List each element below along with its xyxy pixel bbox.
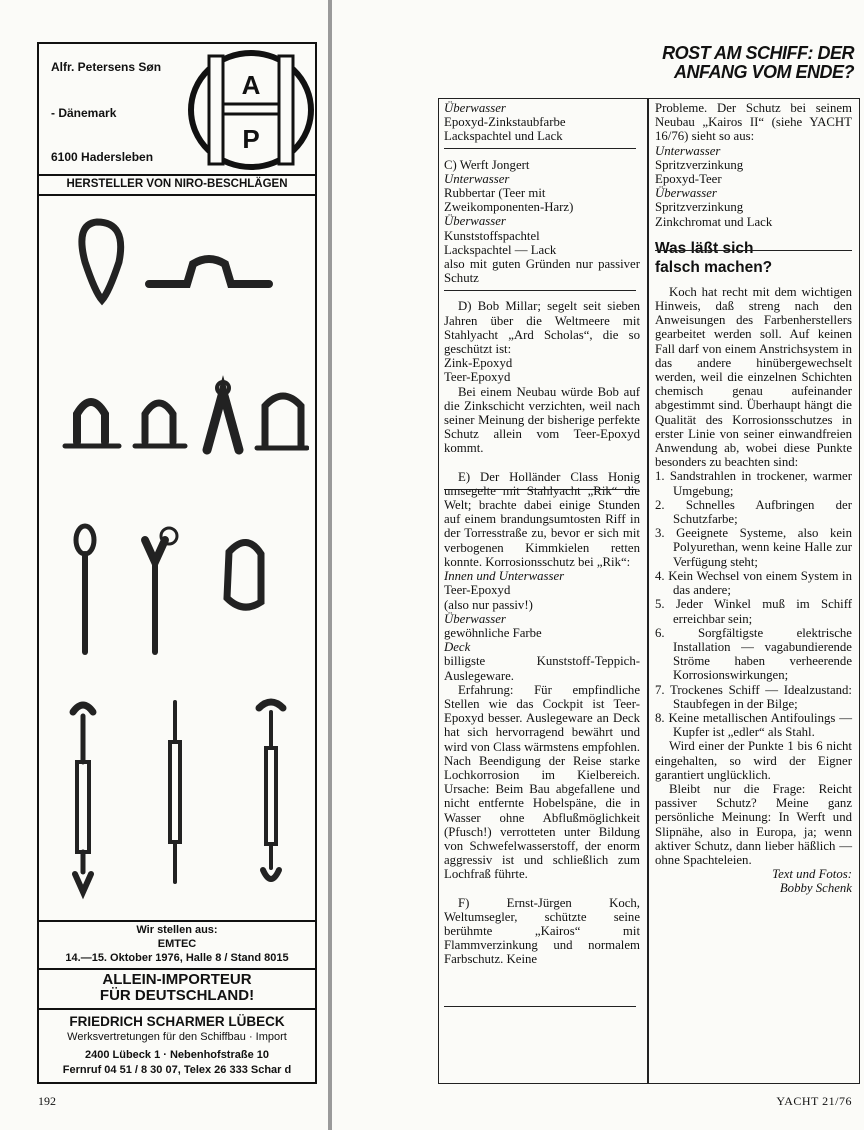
kairos-line: Epoxyd-Teer xyxy=(655,172,722,187)
list-item: 2. Schnelles Aufbringen der Schutzfarbe; xyxy=(655,497,852,527)
e-intro: E) Der Holländer Class Honig umsegelte mit Stahlyacht „Rik“ die Welt; brachte dabei einige Stunden auf einem brandungsumtosten Riff in der Torresstraße zu, bevor er sich mit verbogenen Kimmkielen retten konnte. Korrosionsschutz bei „Rik“: xyxy=(444,469,640,569)
dealer-name: FRIEDRICH SCHARMER LÜBECK xyxy=(69,1014,285,1029)
dealer-address: 2400 Lübeck 1 · Nebenhofstraße 10 xyxy=(84,1049,269,1061)
e-line: Überwasser xyxy=(444,611,506,626)
left-column-text xyxy=(444,101,640,967)
c-line: Rubbertar (Teer mit xyxy=(444,186,546,201)
subheading-line-2: falsch machen? xyxy=(655,258,773,276)
paragraph: Wird einer der Punkte 1 bis 6 nicht eingehalten, so wird der Eigner garantiert unglücklich. xyxy=(655,739,852,782)
paragraph: Bleibt nur die Frage: Reicht passiver Schutz? Meine ganz persönliche Meinung: In Werft und Slipnähe, also in Europa, ja; wenn aktiver Schutz, dann lieber häßlich — ohne Spachteleien. xyxy=(655,781,852,867)
subheading xyxy=(655,239,852,277)
logo-letter-a: A xyxy=(241,70,261,100)
c-line: Überwasser xyxy=(444,214,506,229)
e-text: Erfahrung: Für empfindliche Stellen wie das Cockpit ist Teer-Epoxyd besser. Auslegeware an Deck hat sich hervorragend bewährt und wird von Class wärmstens empfohlen. Nach Beendigung der Reise starke Lochkorrosion im Kielbereich. Ursache: Beim Bau abgefallene und nicht entfernte Hobelspäne, die in Wasser ohne Abflußmöglichkeit (Pfusch!) verrotteten unter Bildung von Schwefelwasserstoff, der enorm aggressiv ist und schließlich zum Lochfraß führte. xyxy=(444,682,640,882)
expo-name: EMTEC xyxy=(157,938,197,950)
e-line: gewöhnliche Farbe xyxy=(444,625,542,640)
b-line: Epoxyd-Zinkstaubfarbe xyxy=(444,115,566,130)
dealer-sub: Werksvertretungen für den Schiffbau · Import xyxy=(67,1031,287,1043)
issue-label: YACHT 21/76 xyxy=(776,1094,852,1108)
thimble-icon xyxy=(82,222,121,300)
list-item: 1. Sandstrahlen in trockener, warmer Umgebung; xyxy=(655,469,852,498)
expo-details: 14.—15. Oktober 1976, Halle 8 / Stand 8015 xyxy=(65,952,289,964)
turnbuckle-icon xyxy=(73,705,93,712)
d-line: Teer-Epoxyd xyxy=(444,370,511,385)
logo-letter-p: P xyxy=(242,124,260,154)
ad-tagline: HERSTELLER VON NIRO-BESCHLÄGEN xyxy=(66,178,288,190)
kairos-line: Überwasser xyxy=(655,186,717,201)
b-overwater: Überwasser xyxy=(444,101,506,115)
subheading-line-1: Was läßt sich xyxy=(655,239,754,257)
shackle-icon xyxy=(77,402,105,442)
list-item: 6. Sorgfältigste elektrische Installation — vagabundierende Ströme haben verheerende Korrosionswirkungen; xyxy=(655,625,852,683)
credit-author: Bobby Schenk xyxy=(779,881,852,896)
twist-shackle-icon xyxy=(207,392,239,450)
swivel-icon xyxy=(227,542,261,607)
list-item: 5. Jeder Winkel muß im Schiff erreichbar sein; xyxy=(655,597,852,626)
d-line: Zink-Epoxyd xyxy=(444,356,513,371)
shackle-icon xyxy=(145,403,173,442)
list-item: 4. Kein Wechsel von einem System in das andere; xyxy=(655,568,852,598)
headline-line-2: ANFANG VOM ENDE? xyxy=(673,62,854,82)
c-line: Lackspachtel — Lack xyxy=(444,242,557,257)
c-line: Unterwasser xyxy=(444,171,510,186)
list-item: 3. Geeignete Systeme, also kein Polyurethan, wenn keine Halle zur Verfügung steht; xyxy=(655,526,852,569)
c-heading: C) Werft Jongert xyxy=(444,157,530,172)
e-deck: billigste Kunststoff-Teppich-Auslegeware. xyxy=(444,654,640,683)
ad-company: Alfr. Petersens Søn xyxy=(51,60,162,74)
e-line: (also nur passiv!) xyxy=(444,597,533,612)
pad-eye-icon xyxy=(149,259,269,284)
c-line: Kunststoffspachtel xyxy=(444,228,540,243)
turnbuckle-icon xyxy=(259,702,283,708)
credit-line: Text und Fotos: xyxy=(772,867,852,882)
expo-intro: Wir stellen aus: xyxy=(136,924,218,936)
kairos-line: Zinkchromat und Lack xyxy=(655,214,773,229)
e-line: Innen und Unterwasser xyxy=(444,569,565,584)
f-text: F) Ernst-Jürgen Koch, Weltumsegler, schützte seine berühmte „Kairos“ mit Flammverzinkung und normalem Farbschutz. Keine xyxy=(444,895,640,967)
ad-city: 6100 Hadersleben xyxy=(51,150,154,164)
kairos-line: Unterwasser xyxy=(655,143,721,158)
e-line: Teer-Epoxyd xyxy=(444,583,511,598)
c-line: also mit guten Gründen nur passiver Schutz xyxy=(444,257,640,286)
dealer-phone: Fernruf 04 51 / 8 30 07, Telex 26 333 Schar d xyxy=(62,1064,292,1076)
article-headline xyxy=(662,44,854,82)
headline-line-1: ROST AM SCHIFF: DER xyxy=(662,43,854,63)
ad-country: - Dänemark xyxy=(51,106,117,120)
page-gutter xyxy=(328,0,332,1130)
e-line: Deck xyxy=(444,640,471,655)
list-item: 8. Keine metallischen Antifoulings — Kupfer ist „edler“ als Stahl. xyxy=(655,710,852,740)
hap-logo xyxy=(187,48,315,172)
d-text: Bei einem Neubau würde Bob auf die Zinkschicht verzichten, weil nach seiner Meinung der bisherige perfekte Schutz allein vom Teer-Epoxyd kommt. xyxy=(444,384,640,456)
kairos-line: Spritzverzinkung xyxy=(655,157,744,172)
d-intro: D) Bob Millar; segelt seit sieben Jahren über die Weltmeere mit Stahlyacht „Ard Scholas“, die so geschützt ist: xyxy=(444,299,640,357)
importer-line-1: ALLEIN-IMPORTEUR xyxy=(102,971,252,988)
page-number: 192 xyxy=(38,1094,56,1108)
product-photos xyxy=(47,202,309,922)
importer-line-2: FÜR DEUTSCHLAND! xyxy=(99,987,255,1004)
b-line: Lackspachtel und Lack xyxy=(444,129,563,144)
c-line: Zweikomponenten-Harz) xyxy=(444,200,574,215)
fork-terminal-icon xyxy=(145,540,165,562)
right-column-text xyxy=(655,101,852,896)
kairos-text: Probleme. Der Schutz bei seinem Neubau „Kairos II“ (siehe YACHT 16/76) sieht so aus: xyxy=(655,101,852,144)
kairos-line: Spritzverzinkung xyxy=(655,200,744,215)
paragraph: Koch hat recht mit dem wichtigen Hinweis, daß streng nach den Anweisungen des Farbenherstellers gearbeitet werden soll. Auf keinen Fall darf von einem Anstrichsystem in das andere hinübergewechselt werden, weil die einzelnen Schichten chemisch genau aufeinander abgestimmt sind. Überhaupt hängt die Qualität des Korrosionsschutzes in erster Linie von seiner einwandfreien Anwendung ab, wobei diese Punkte besonders zu beachten sind: xyxy=(655,284,852,470)
eye-terminal-icon xyxy=(76,526,94,554)
long-shackle-icon xyxy=(265,396,301,446)
list-item: 7. Trockenes Schiff — Idealzustand: Staubfegen in der Bilge; xyxy=(655,682,852,711)
advertisement xyxy=(37,42,317,1084)
